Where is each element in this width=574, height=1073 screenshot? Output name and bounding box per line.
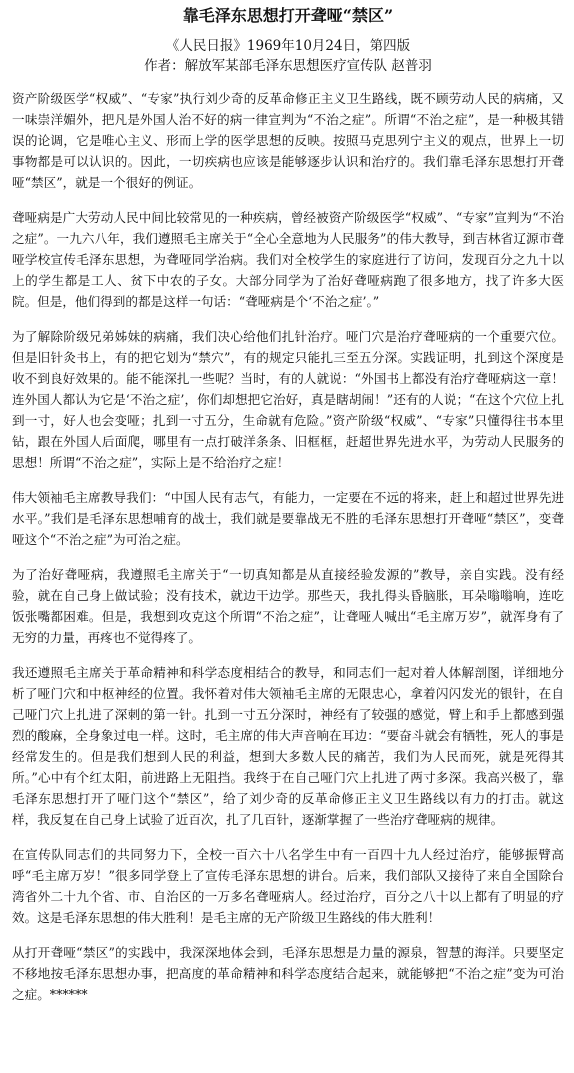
paragraph: 为了治好聋哑病，我遵照毛主席关于“一切真知都是从直接经验发源的”教导，亲自实践。没有经验，就在自己身上做试验；没有技术，就边干边学。那些天，我扎得头昏脑胀，耳朵嗡嗡响，连吃饭张嘴都困难。但是，我想到攻克这个所谓“不治之症”，让聋哑人喊出“毛主席万岁”，就浑身有了无穷的力量，再疼也不觉得疼了。	[12, 567, 564, 645]
paragraph: 伟大领袖毛主席教导我们：“中国人民有志气，有能力，一定要在不远的将来，赶上和超过世界先进水平。”我们是毛泽东思想哺育的战士，我们就是要靠战无不胜的毛泽东思想打开聋哑“禁区”，变聋哑这个“不治之症”为可治之症。	[12, 490, 564, 547]
paragraph: 聋哑病是广大劳动人民中间比较常见的一种疾病，曾经被资产阶级医学“权威”、“专家”宣判为“不治之症”。一九六八年，我们遵照毛主席关于“全心全意地为人民服务”的伟大教导，到吉林省辽源市聋哑学校宣传毛泽东思想，为聋哑同学治病。我们对全校学生的家庭进行了访问，发现百分之九十以上的学生都是工人、贫下中农的子女。大部分同学为了治好聋哑病跑了很多地方，找了许多大医院。但是，他们得到的都是这样一句话：“聋哑病是个‘不治之症’。”	[12, 210, 564, 309]
paragraph: 我还遵照毛主席关于革命精神和科学态度相结合的教导，和同志们一起对着人体解剖图，详细地分析了哑门穴和中枢神经的位置。我怀着对伟大领袖毛主席的无限忠心，拿着闪闪发光的银针，在自己哑门穴上扎进了深刺的第一针。扎到一寸五分深时，神经有了较强的感觉，臂上和手上都感到强烈的酸麻，全身象过电一样。这时，毛主席的伟大声音响在耳边：“要奋斗就会有牺牲，死人的事是经常发生的。但是我们想到人民的利益，想到大多数人民的痛苦，我们为人民而死，就是死得其所。”心中有个红太阳，前进路上无阻挡。我终于在自己哑门穴上扎进了两寸多深。我高兴极了，靠毛泽东思想打开了哑门这个“禁区”，给了刘少奇的反革命修正主义卫生路线以有力的打击。就这样，我反复在自己身上试验了近百次，扎了几百针，逐渐掌握了一些治疗聋哑病的规律。	[12, 665, 564, 827]
paragraph: 资产阶级医学“权威”、“专家”执行刘少奇的反革命修正主义卫生路线，既不顾劳动人民的病痛，又一味崇洋媚外，把凡是外国人治不好的病一律宣判为“不治之症”。所谓“不治之症”，是一种极其错误的论调，它是唯心主义、形而上学的医学思想的反映。按照马克思列宁主义的观点，世界上一切事物都是可以认识的。因此，一切疾病也应该是能够逐步认识和治疗的。我们靠毛泽东思想打开聋哑“禁区”，就是一个很好的例证。	[12, 91, 564, 190]
article-title: 靠毛泽东思想打开聋哑“禁区”	[182, 6, 394, 25]
article-author: 作者：解放军某部毛泽东思想医疗宣传队 赵普羽	[144, 58, 432, 74]
paragraph: 从打开聋哑“禁区”的实践中，我深深地体会到，毛泽东思想是力量的源泉，智慧的海洋。只要坚定不移地按毛泽东思想办事，把高度的革命精神和科学态度结合起来，就能够把“不治之症”变为可治之症。******	[12, 945, 564, 1002]
paragraph: 为了解除阶级兄弟姊妹的病痛，我们决心给他们扎针治疗。哑门穴是治疗聋哑病的一个重要穴位。但是旧针灸书上，有的把它划为“禁穴”，有的规定只能扎三至五分深。实践证明，扎到这个深度是收不到良好效果的。能不能深扎一些呢？当时，有的人就说：“外国书上都没有治疗聋哑病这一章！连外国人都认为它是‘不治之症’，你们却想把它治好，真是瞎胡闹！”还有的人说；“在这个穴位上扎到一寸，好人也会变哑；扎到一寸五分，生命就有危险。”资产阶级“权威”、“专家”只懂得往书本里钻，跟在外国人后面爬，哪里有一点打破洋条条、旧框框，赶超世界先进水平，为劳动人民服务的思想！所谓“不治之症”，实际上是不给治疗之症！	[12, 329, 564, 470]
paragraph: 在宣传队同志们的共同努力下，全校一百六十八名学生中有一百四十九人经过治疗，能够振臂高呼“毛主席万岁！”很多同学登上了宣传毛泽东思想的讲台。后来，我们部队又接待了来自全国除台湾省外二十九个省、市、自治区的一万多名聋哑病人。经过治疗，百分之八十以上都有了明显的疗效。这是毛泽东思想的伟大胜利！是毛主席的无产阶级卫生路线的伟大胜利！	[12, 847, 564, 925]
article-source: 《人民日报》1969年10月24日，第四版	[165, 38, 411, 54]
article-body	[12, 88, 564, 1005]
